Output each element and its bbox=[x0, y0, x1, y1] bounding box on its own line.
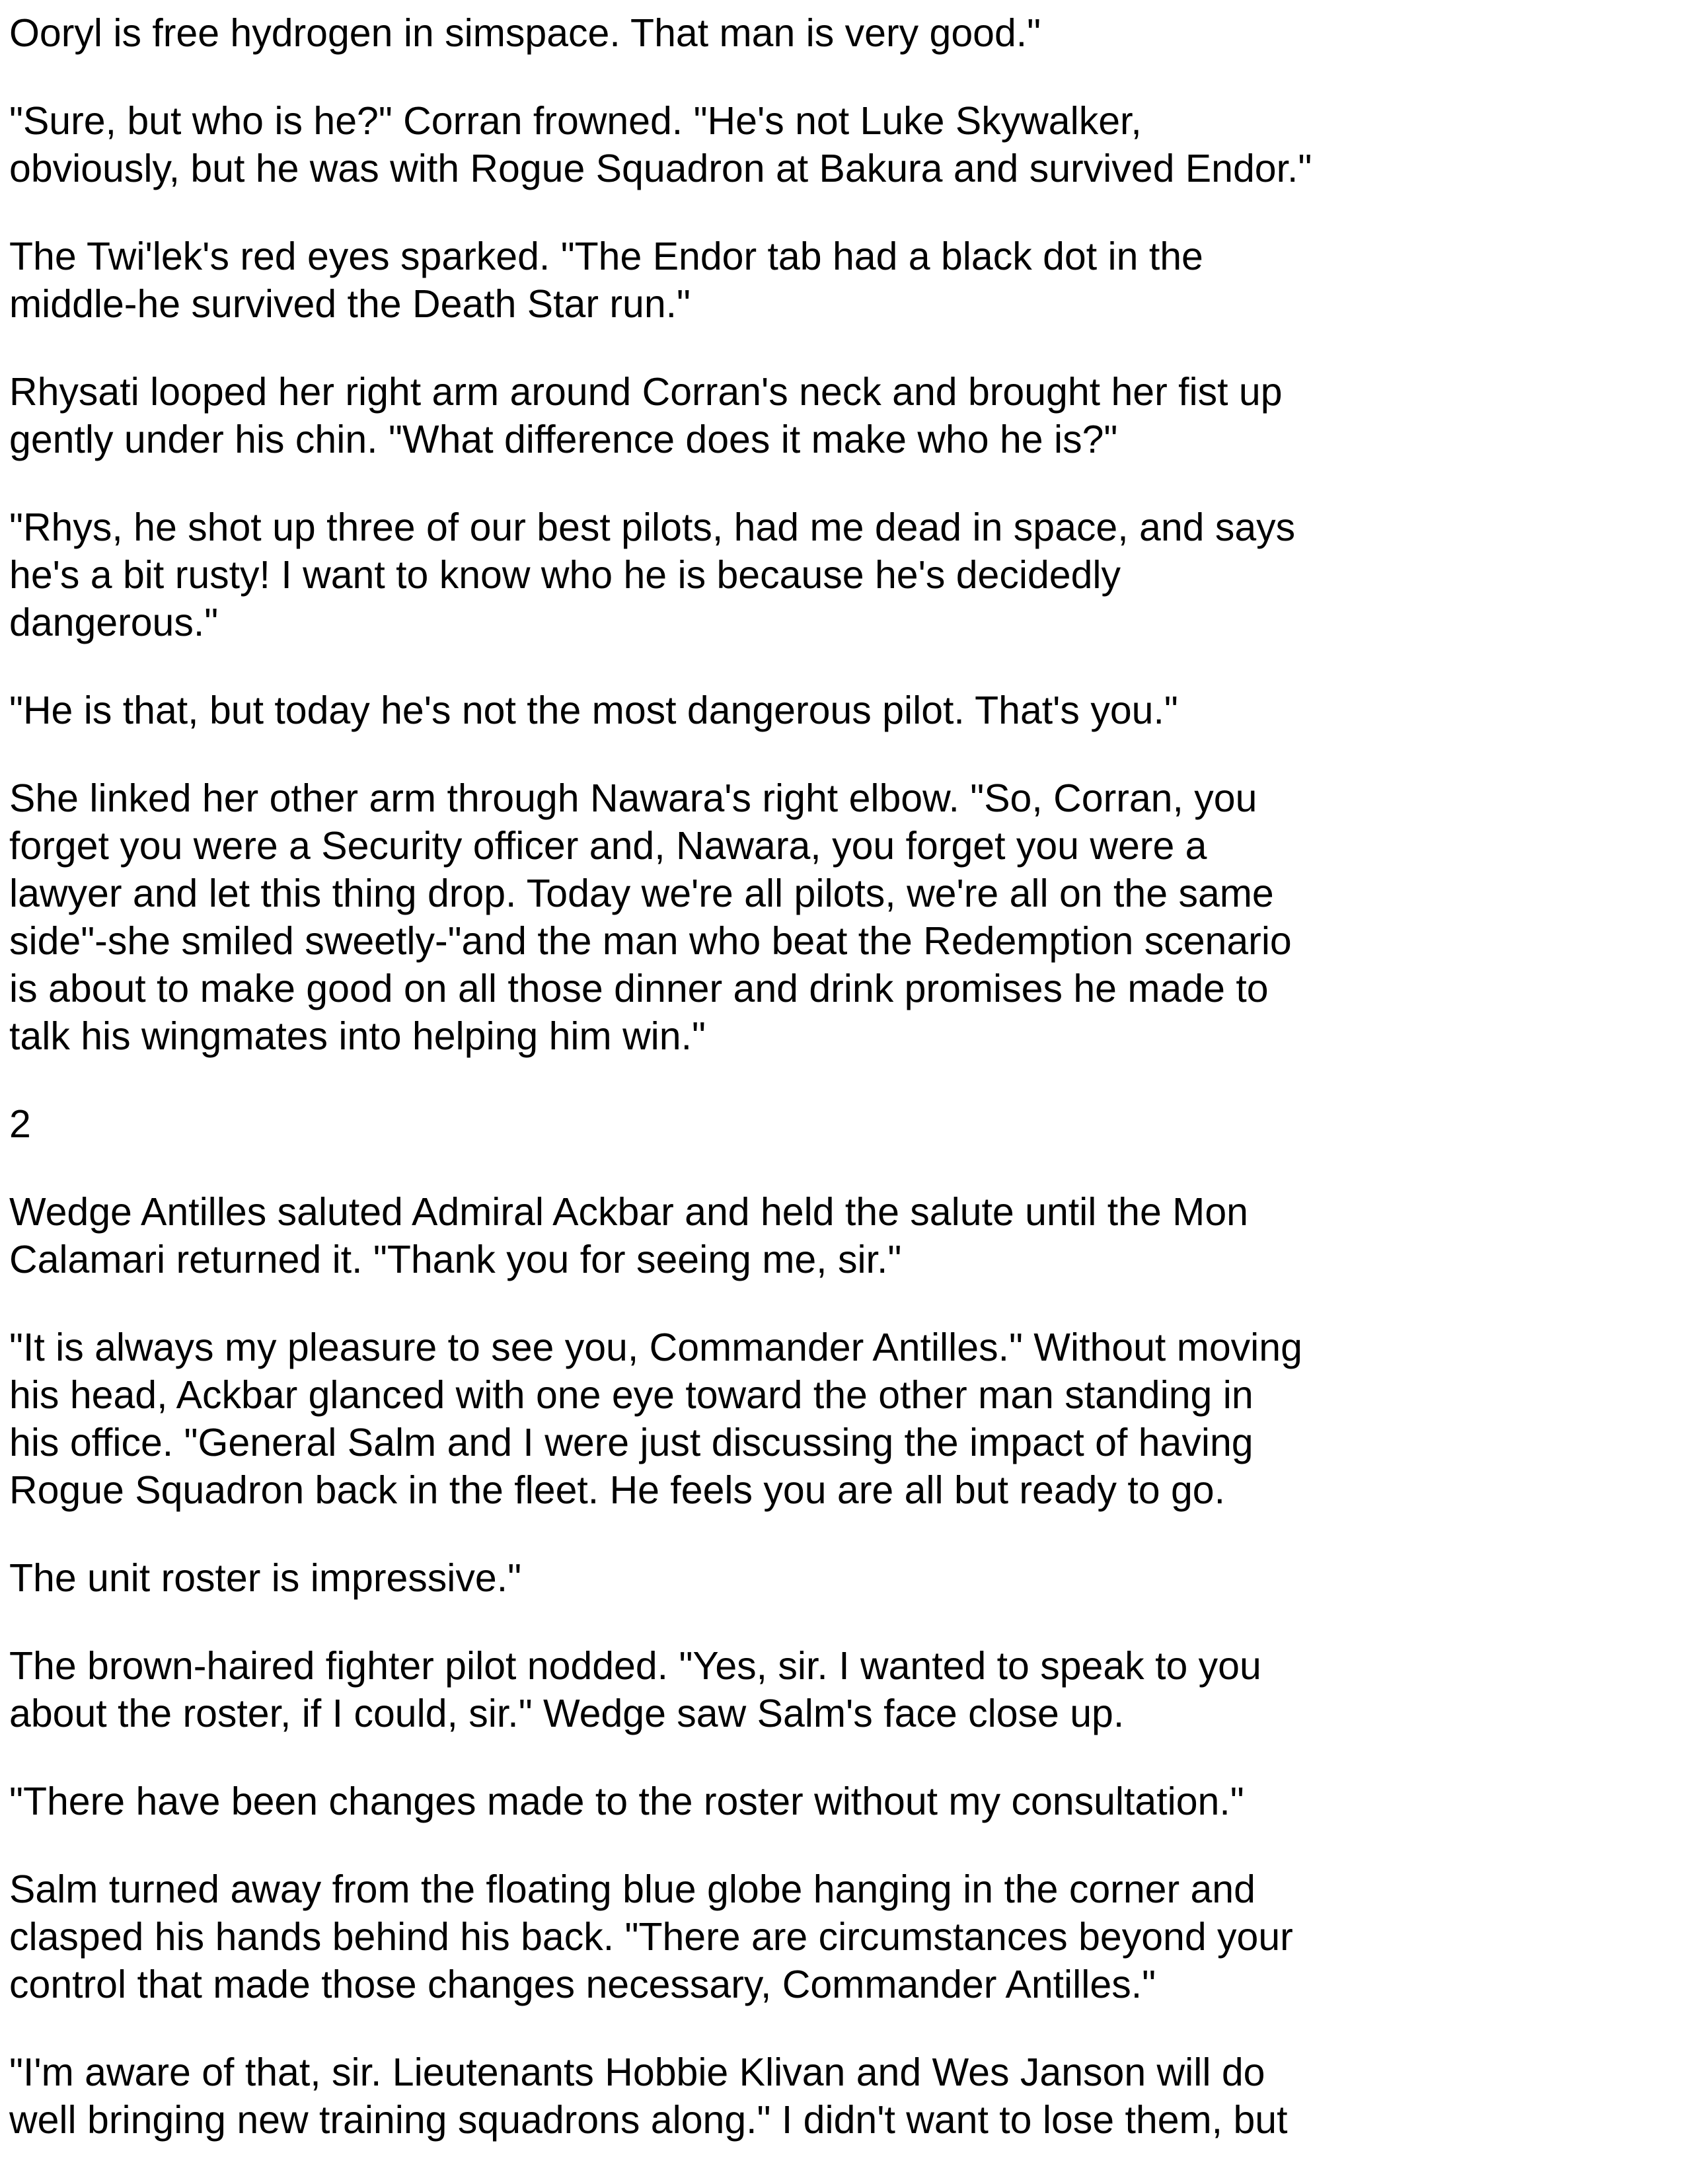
paragraph: She linked her other arm through Nawara's right elbow. "So, Corran, you forget you were a Security officer and, Nawara, you forget you were a lawyer and let this thing drop. Today we're all pilots, we're all on the same side"-she smiled sweetly-"and the man who beat the Redemption scenario is about to make good on all those dinner and drink promises he made to talk his wingmates into helping him win." bbox=[9, 776, 1292, 1058]
chapter-number: 2 bbox=[9, 1102, 31, 1146]
paragraph: Rhysati looped her right arm around Corran's neck and brought her fist up gently under his chin. "What difference does it make who he is?" bbox=[9, 370, 1283, 461]
paragraph: "Rhys, he shot up three of our best pilots, had me dead in space, and says he's a bit rusty! I want to know who he is because he's decidedly dangerous." bbox=[9, 506, 1296, 644]
paragraph: "I'm aware of that, sir. Lieutenants Hobbie Klivan and Wes Janson will do well bringing new training squadrons along." I didn't want to lose them, but bbox=[9, 2051, 1288, 2142]
paragraph: "He is that, but today he's not the most dangerous pilot. That's you." bbox=[9, 689, 1178, 732]
paragraph: Ooryl is free hydrogen in simspace. That man is very good." bbox=[9, 11, 1041, 55]
paragraph: The Twi'lek's red eyes sparked. "The Endor tab had a black dot in the middle-he survived the Death Star run." bbox=[9, 235, 1203, 326]
paragraph: "Sure, but who is he?" Corran frowned. "He's not Luke Skywalker, obviously, but he was with Rogue Squadron at Bakura and survived Endor." bbox=[9, 99, 1312, 190]
paragraph: The brown-haired fighter pilot nodded. "Yes, sir. I wanted to speak to you about the roster, if I could, sir." Wedge saw Salm's face close up. bbox=[9, 1644, 1261, 1735]
paragraph: The unit roster is impressive." bbox=[9, 1556, 522, 1600]
paragraph: Salm turned away from the floating blue globe hanging in the corner and clasped his hands behind his back. "There are circumstances beyond your control that made those changes necessary, Commander Antilles." bbox=[9, 1867, 1293, 2006]
document-page bbox=[9, 9, 1674, 2184]
paragraph: "There have been changes made to the roster without my consultation." bbox=[9, 1780, 1244, 1823]
paragraph: Wedge Antilles saluted Admiral Ackbar and held the salute until the Mon Calamari returned it. "Thank you for seeing me, sir." bbox=[9, 1190, 1248, 1281]
paragraph: "It is always my pleasure to see you, Commander Antilles." Without moving his head, Ackbar glanced with one eye toward the other man standing in his office. "General Salm and I were just discussing the impact of having Rogue Squadron back in the fleet. He feels you are all but ready to go. bbox=[9, 1326, 1302, 1512]
